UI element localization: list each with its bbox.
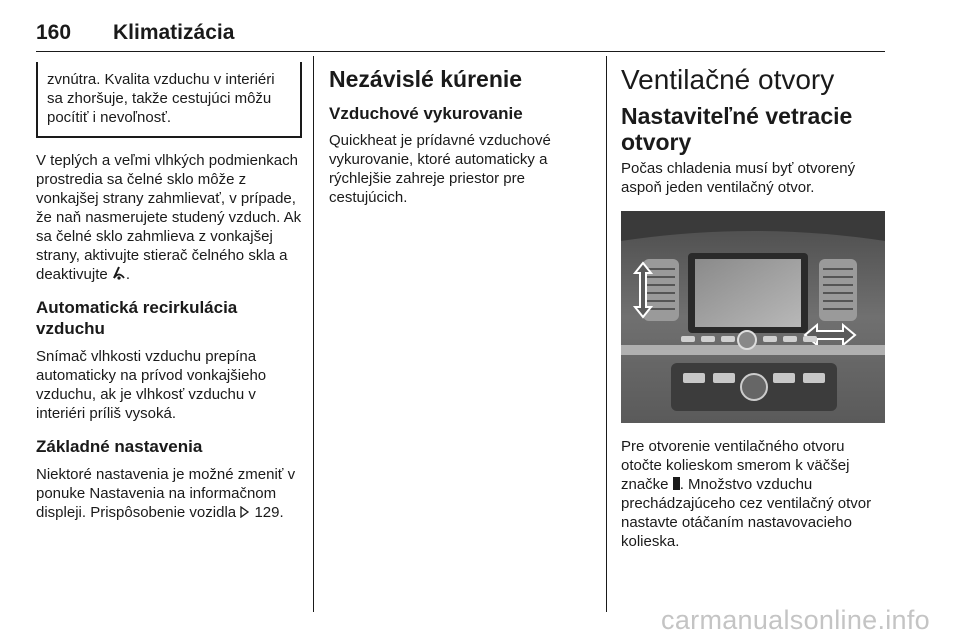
dashboard-vents-photo — [621, 211, 885, 423]
heading-auto-recirculation: Automatická recirkulácia vzduchu — [36, 298, 238, 338]
heading-vents: Ventilačné otvory — [621, 64, 835, 95]
column-1 — [36, 62, 302, 522]
paragraph-settings: Niektoré nastavenia je možné zmeniť v ponuke Nastavenia na informačnom displeji. Prispôsobenie vozidla 129. — [36, 466, 296, 521]
column-divider-2 — [606, 56, 607, 612]
paragraph-open-vent: Pre otvorenie ventilačného otvoru otočte kolieskom smerom k väčšej značke . Množstvo vzduchu prechádzajúceho cez ventilačný otvor nastavte otáčaním nastavovacieho kolieska. — [621, 438, 872, 550]
paragraph-quickheat: Quickheat je prídavné vzduchové vykurovanie, ktoré automaticky a rýchlejšie zahreje priestor pre cestujúcich. — [329, 132, 551, 206]
page-number: 160 — [36, 21, 72, 44]
subheading-air-heating: Vzduchové vykurovanie — [329, 104, 523, 123]
subheading-adjustable-vents: Nastaviteľné vetracie otvory — [621, 103, 853, 155]
column-divider-1 — [313, 56, 314, 612]
chapter-title: Klimatizácia — [113, 21, 235, 44]
wiper-icon — [112, 266, 126, 283]
header-rule — [36, 51, 885, 52]
page-reference-arrow-icon — [240, 504, 250, 521]
paragraph-humidity-sensor: Snímač vlhkosti vzduchu prepína automaticky na prívod vonkajšieho vzduchu, ak je vlhkosť vzduchu v interiéri príliš vysoká. — [36, 348, 267, 422]
right-vent — [819, 259, 857, 321]
paragraph-cooling: Počas chladenia musí byť otvorený aspoň jeden ventilačný otvor. — [621, 160, 856, 196]
page-reference-link[interactable]: 129. — [254, 504, 284, 521]
paragraph-windshield-text: V teplých a veľmi vlhkých podmienkach prostredia sa čelné sklo môže z vonkajšej strany zahmlievať, v prípade, že naň nasmerujete studený vzduch. Ak sa čelné sklo zahmlieva z vonkajšej strany, aktivujte stierač čelného skla a deaktivujte — [36, 152, 302, 283]
heading-independent-heating: Nezávislé kúrenie — [329, 66, 523, 92]
paragraph-windshield-fog: V teplých a veľmi vlhkých podmienkach prostredia sa čelné sklo môže z vonkajšej strany zahmlievať, v prípade, že naň nasmerujete studený vzduch. Ak sa čelné sklo zahmlieva z vonkajšej strany, aktivujte stierač čelného skla a deaktivujte . — [36, 152, 302, 283]
heading-basic-settings: Základné nastavenia — [36, 437, 203, 456]
watermark: carmanualsonline.info — [661, 605, 930, 635]
note-box-text: zvnútra. Kvalita vzduchu v interiéri sa zhoršuje, takže cestujúci môžu pocítiť i nevoľnosť. — [47, 71, 275, 126]
column-2 — [329, 62, 594, 207]
column-3 — [621, 62, 885, 551]
note-box — [36, 62, 302, 138]
large-mark-icon — [673, 476, 680, 493]
